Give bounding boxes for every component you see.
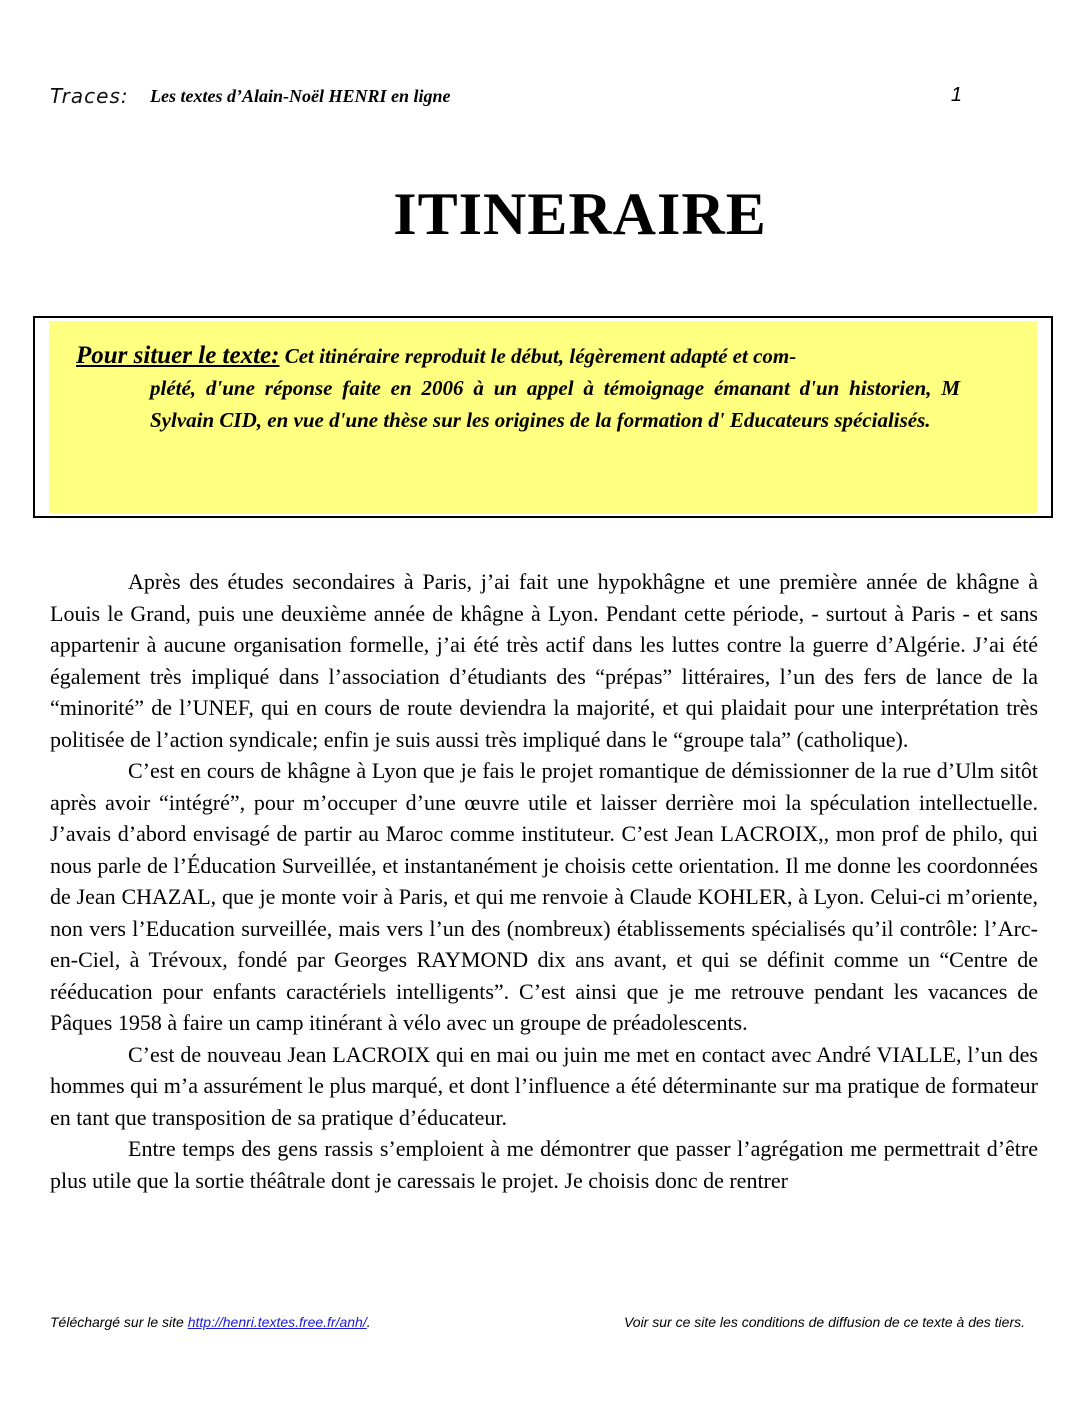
running-header: [50, 84, 962, 112]
page-footer: [50, 1314, 1025, 1334]
site-link[interactable]: http://henri.textes.free.fr/anh/: [187, 1314, 367, 1330]
page-number: 1: [950, 84, 962, 106]
footer-download-note: [50, 1314, 371, 1330]
paragraph-1: Après des études secondaires à Paris, j’ai fait une hypokhâgne et une première année de khâgne à Louis le Grand, puis une deuxième année de khâgne à Lyon. Pendant cette période, - surtout à Paris - et sans appartenir à aucune organisation formelle, j’ai été très actif dans les luttes contre la guerre d’Algérie. J’ai été également très impliqué dans l’association d’étudiants des “prépas” littéraires, l’un des fers de lance de la “minorité” de l’UNEF, qui en cours de route deviendra la majorité, et qui plaidait pour une interprétation très politisée de l’action syndicale; enfin je suis aussi très impliqué dans le “groupe tala” (catholique).: [50, 569, 1038, 752]
footer-conditions-note: Voir sur ce site les conditions de diffusion de ce texte à des tiers.: [623, 1314, 1025, 1330]
paragraph-4: Entre temps des gens rassis s’emploient à me démontrer que passer l’agrégation me permettrait d’être plus utile que la sortie théâtrale dont je caressais le projet. Je choisis donc de rentrer: [50, 1136, 1038, 1193]
context-text-rest: plété, d'une réponse faite en 2006 à un appel à témoignage émanant d'un historien, M Sylvain CID, en vue d'une thèse sur les origines de la formation d' Educateurs spécialisés.: [150, 376, 960, 432]
footer-suffix: .: [366, 1314, 371, 1330]
header-traces-label: Traces:: [50, 84, 129, 108]
header-series-title: Les textes d’Alain-Noël HENRI en ligne: [150, 86, 451, 106]
footer-prefix: Téléchargé sur le site: [50, 1314, 188, 1330]
body-text: [50, 566, 1038, 1196]
context-text-first: Cet itinéraire reproduit le début, légèrement adapté et com-: [279, 344, 797, 368]
document-title: ITINERAIRE: [393, 181, 767, 247]
paragraph-3: C’est de nouveau Jean LACROIX qui en mai ou juin me met en contact avec André VIALLE, l’un des hommes qui m’a assurément le plus marqué, et dont l’influence a été déterminante sur ma pratique de formateur en tant que transposition de sa pratique d’éducateur.: [50, 1041, 1038, 1130]
context-label: Pour situer le texte:: [76, 342, 280, 369]
paragraph-2: C’est en cours de khâgne à Lyon que je fais le projet romantique de démissionner de la rue d’Ulm sitôt après avoir “intégré”, pour m’occuper d’une œuvre utile et laisser derrière moi la spéculation intellectuelle. J’avais d’abord envisagé de partir au Maroc comme instituteur. C’est Jean LACROIX,, mon prof de philo, qui nous parle de l’Éducation Surveillée, et instantanément je choisis cette orientation. Il me donne les coordonnées de Jean CHAZAL, que je monte voir à Paris, et qui me renvoie à Claude KOHLER, à Lyon. Celui-ci m’oriente, non vers l’Education surveillée, mais vers l’un des (nombreux) établissements spécialisés qu’il contrôle: l’Arc-en-Ciel, à Trévoux, fondé par Georges RAYMOND dix ans avant, et qui se définit comme un “Centre de rééducation pour enfants caractériels intelligents”. C’est ainsi que je me retrouve pendant les vacances de Pâques 1958 à faire un camp itinérant à vélo avec un groupe de préadolescents.: [50, 758, 1038, 1035]
context-text: [76, 340, 960, 436]
